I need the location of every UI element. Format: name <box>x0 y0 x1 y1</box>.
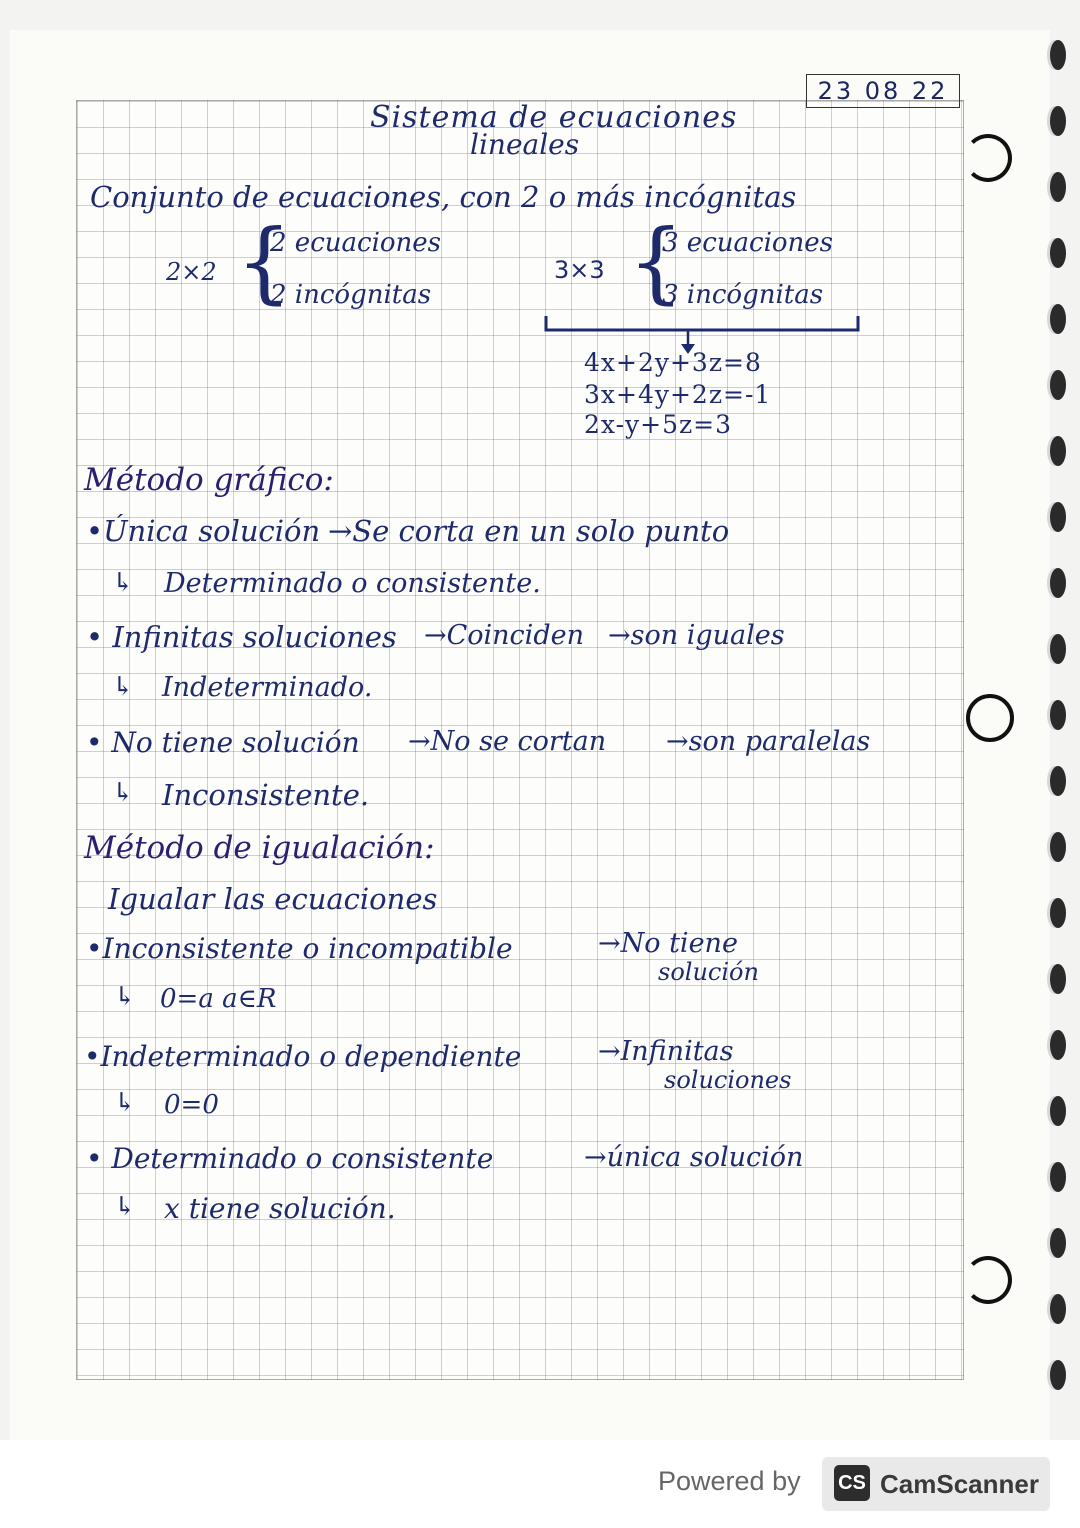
graphic-item-1-arrow: →Se corta en un solo punto <box>328 514 730 548</box>
sub-arrow-icon: ↳ <box>114 982 136 1012</box>
curly-brace: { <box>236 210 292 313</box>
system-2x2-line2: 2 incógnitas <box>270 280 432 310</box>
binding-hole <box>1050 106 1066 136</box>
binding-hole <box>1050 1096 1066 1126</box>
graphic-item-2-arrow2: →son iguales <box>608 620 785 651</box>
camscanner-logo-icon: CS <box>834 1465 870 1501</box>
binding-hole <box>1050 1030 1066 1060</box>
binding-hole <box>1050 502 1066 532</box>
equal-item-2-sub: 0=0 <box>164 1090 219 1120</box>
binding-hole <box>1050 766 1066 796</box>
equal-item-3-arrow: →única solución <box>584 1142 804 1173</box>
sub-arrow-icon: ↳ <box>114 1192 136 1222</box>
graphic-item-2-main: • Infinitas soluciones <box>86 620 397 654</box>
binding-hole <box>1050 568 1066 598</box>
equation-2: 3x+4y+2z=-1 <box>584 380 772 409</box>
graphic-item-3-arrow2: →son paralelas <box>666 726 871 757</box>
equal-item-1-arrow: →No tiene <box>598 928 738 959</box>
equation-3: 2x-y+5z=3 <box>584 410 733 439</box>
page-subtitle: lineales <box>470 128 580 161</box>
equation-1: 4x+2y+3z=8 <box>584 348 762 377</box>
system-3x3-line1: 3 ecuaciones <box>662 228 834 258</box>
equal-item-1-main: •Inconsistente o incompatible <box>86 932 513 965</box>
system-3x3-line2: 3 incógnitas <box>662 280 824 310</box>
section-heading-equal: Método de igualación: <box>84 830 435 866</box>
graphic-item-1-sub: Determinado o consistente. <box>164 568 541 599</box>
spiral-binding <box>1032 40 1072 1420</box>
sub-arrow-icon: ↳ <box>114 1088 136 1118</box>
binding-hole <box>1050 1162 1066 1192</box>
binding-hole <box>1050 370 1066 400</box>
graphic-item-3-arrow1: →No se cortan <box>408 726 607 757</box>
binding-hole <box>1050 172 1066 202</box>
equal-item-2-arrow: →Infinitas <box>598 1036 734 1067</box>
binding-hole <box>1050 700 1066 730</box>
binding-hole <box>1050 634 1066 664</box>
binding-hole <box>1050 436 1066 466</box>
system-2x2-label: 2×2 <box>166 258 217 286</box>
binding-hole <box>1050 1360 1066 1390</box>
graphic-item-3-main: • No tiene solución <box>86 726 360 759</box>
equal-item-3-main: • Determinado o consistente <box>86 1142 494 1175</box>
binding-hole <box>1050 238 1066 268</box>
binding-hole <box>1050 304 1066 334</box>
binding-hole <box>1050 832 1066 862</box>
equal-item-1-arrow-cont: solución <box>658 958 759 986</box>
sub-arrow-icon: ↳ <box>112 568 134 598</box>
binding-hole <box>1050 40 1066 70</box>
camscanner-brand: CamScanner <box>880 1469 1039 1499</box>
binding-hole <box>1050 898 1066 928</box>
binding-hole <box>1050 1294 1066 1324</box>
binding-ring <box>966 694 1014 742</box>
section-heading-graphic: Método gráfico: <box>84 462 334 498</box>
date-box: 23 08 22 <box>806 74 960 108</box>
graphic-item-2-arrow1: →Coinciden <box>424 620 584 651</box>
sub-arrow-icon: ↳ <box>112 778 134 808</box>
system-3x3-label: 3×3 <box>554 256 605 284</box>
page-title: Sistema de ecuaciones <box>370 100 738 135</box>
graphic-item-1-main: •Única solución <box>86 514 321 548</box>
binding-hole <box>1050 964 1066 994</box>
graphic-item-3-sub: Inconsistente. <box>162 778 370 812</box>
system-2x2-line1: 2 ecuaciones <box>270 228 442 258</box>
equal-item-2-arrow-cont: soluciones <box>664 1066 792 1094</box>
sub-arrow-icon: ↳ <box>112 672 134 702</box>
equal-item-2-main: •Indeterminado o dependiente <box>84 1040 522 1073</box>
binding-hole <box>1050 1228 1066 1258</box>
binding-ring <box>964 1256 1012 1304</box>
graphic-item-2-sub: Indeterminado. <box>162 672 373 703</box>
powered-by-text: Powered by <box>658 1466 801 1496</box>
binding-ring <box>964 134 1012 182</box>
equal-item-1-sub: 0=a a∈R <box>160 984 277 1014</box>
equal-intro: Igualar las ecuaciones <box>108 882 438 916</box>
definition-text: Conjunto de ecuaciones, con 2 o más incógnitas <box>90 180 797 214</box>
curly-brace: { <box>628 210 684 313</box>
equal-item-3-sub: x tiene solución. <box>164 1192 396 1225</box>
